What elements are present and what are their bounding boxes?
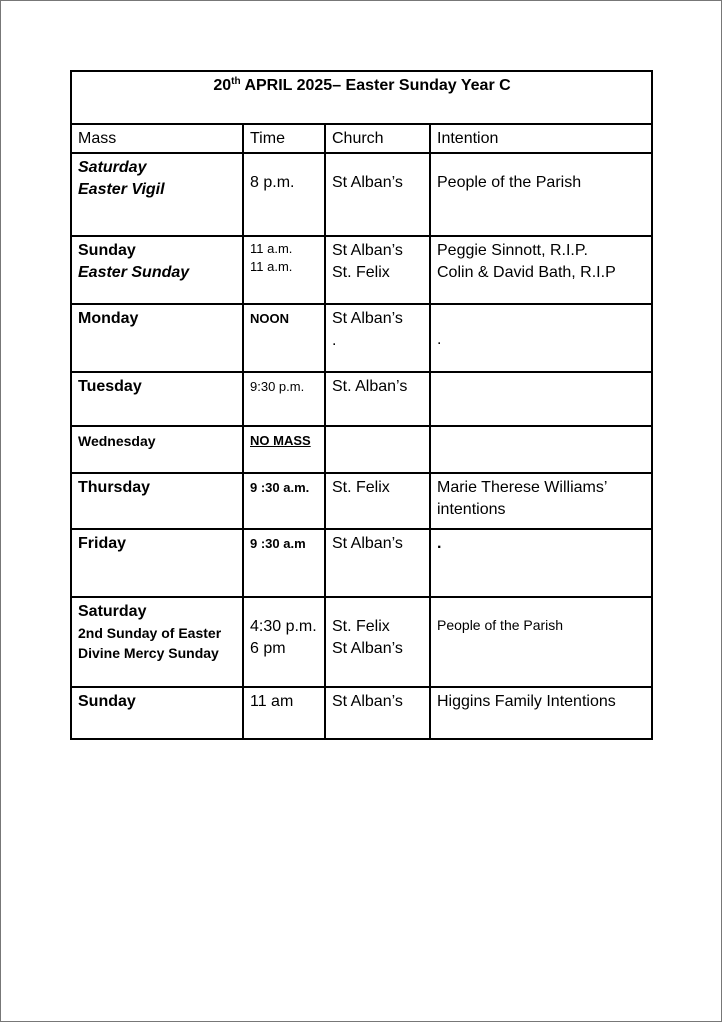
church-cell — [325, 426, 430, 473]
intention-value: People of the Parish — [437, 174, 582, 191]
time-value: 9 :30 a.m. — [250, 480, 310, 495]
intention-cell — [430, 304, 652, 372]
church-cell — [325, 372, 430, 426]
table-row — [71, 597, 652, 687]
day-label: Sunday — [78, 693, 136, 710]
church-value: St. Felix — [332, 264, 390, 281]
mass-cell — [71, 597, 243, 687]
intention-value: . — [437, 331, 442, 348]
intention-cell — [430, 529, 652, 597]
day-label: Saturday — [78, 603, 147, 620]
intention-cell — [430, 372, 652, 426]
title-suffix: th — [231, 76, 241, 87]
title-row — [71, 71, 652, 124]
table-row — [71, 529, 652, 597]
church-value: St Alban’s — [332, 174, 403, 191]
time-value: NO MASS — [250, 433, 311, 448]
day-label: Tuesday — [78, 378, 142, 395]
day-label: Monday — [78, 310, 139, 327]
church-cell — [325, 236, 430, 304]
table-row — [71, 372, 652, 426]
church-value: St. Alban’s — [332, 378, 408, 395]
time-value: 6 pm — [250, 640, 286, 657]
time-value: NOON — [250, 311, 289, 326]
time-cell — [243, 372, 325, 426]
mass-cell — [71, 473, 243, 529]
day-label: Sunday — [78, 242, 136, 259]
time-cell — [243, 236, 325, 304]
table-row — [71, 304, 652, 372]
time-value: 9:30 p.m. — [250, 379, 305, 394]
time-cell — [243, 687, 325, 739]
schedule-title — [71, 71, 652, 124]
church-value: St. Felix — [332, 479, 390, 496]
time-value: 11 a.m. — [250, 241, 293, 256]
church-cell — [325, 529, 430, 597]
time-cell — [243, 473, 325, 529]
intention-cell — [430, 597, 652, 687]
header-mass: Mass — [71, 124, 243, 153]
title-ordinal: 20 — [213, 77, 232, 94]
table-row — [71, 687, 652, 739]
intention-value: Colin & David Bath, R.I.P — [437, 264, 616, 281]
church-value: St. Felix — [332, 618, 390, 635]
intention-cell — [430, 473, 652, 529]
church-cell — [325, 687, 430, 739]
time-cell — [243, 426, 325, 473]
day-sub-label: 2nd Sunday of Easter — [78, 625, 222, 641]
day-sub-label: Divine Mercy Sunday — [78, 645, 219, 661]
church-cell — [325, 473, 430, 529]
time-cell — [243, 304, 325, 372]
church-value: St Alban’s — [332, 310, 403, 327]
mass-cell — [71, 426, 243, 473]
intention-value: Higgins Family Intentions — [437, 693, 616, 710]
table-row — [71, 153, 652, 236]
intention-value: . — [437, 535, 442, 552]
day-sub-label: Easter Sunday — [78, 264, 190, 281]
day-label: Saturday — [78, 159, 147, 176]
mass-schedule-table — [70, 70, 653, 740]
table-row — [71, 473, 652, 529]
mass-cell — [71, 153, 243, 236]
time-value: 4:30 p.m. — [250, 618, 317, 635]
intention-cell — [430, 236, 652, 304]
church-cell — [325, 153, 430, 236]
mass-cell — [71, 372, 243, 426]
time-value: 11 am — [250, 693, 294, 710]
mass-cell — [71, 304, 243, 372]
mass-cell — [71, 687, 243, 739]
intention-cell — [430, 153, 652, 236]
day-label: Friday — [78, 535, 127, 552]
day-label: Thursday — [78, 479, 151, 496]
intention-value: Marie Therese Williams’ intentions — [437, 479, 607, 518]
intention-cell — [430, 687, 652, 739]
church-cell — [325, 304, 430, 372]
intention-value: People of the Parish — [437, 617, 564, 633]
church-cell — [325, 597, 430, 687]
table-row — [71, 236, 652, 304]
mass-cell — [71, 236, 243, 304]
time-cell — [243, 597, 325, 687]
time-cell — [243, 529, 325, 597]
header-time: Time — [243, 124, 325, 153]
church-value: St Alban’s — [332, 242, 403, 259]
header-row — [71, 124, 652, 153]
title-text: APRIL 2025– Easter Sunday Year C — [240, 77, 511, 94]
time-value: 11 a.m. — [250, 259, 293, 274]
intention-value: Peggie Sinnott, R.I.P. — [437, 242, 588, 259]
church-value: St Alban’s — [332, 640, 403, 657]
header-intention: Intention — [430, 124, 652, 153]
time-value: 8 p.m. — [250, 174, 295, 191]
church-value: St Alban’s — [332, 693, 403, 710]
header-church: Church — [325, 124, 430, 153]
table-row — [71, 426, 652, 473]
day-sub-label: Easter Vigil — [78, 181, 165, 198]
church-dot: . — [332, 332, 337, 349]
day-label: Wednesday — [78, 433, 156, 449]
intention-cell — [430, 426, 652, 473]
time-value: 9 :30 a.m — [250, 536, 306, 551]
mass-cell — [71, 529, 243, 597]
church-value: St Alban’s — [332, 535, 403, 552]
time-cell — [243, 153, 325, 236]
